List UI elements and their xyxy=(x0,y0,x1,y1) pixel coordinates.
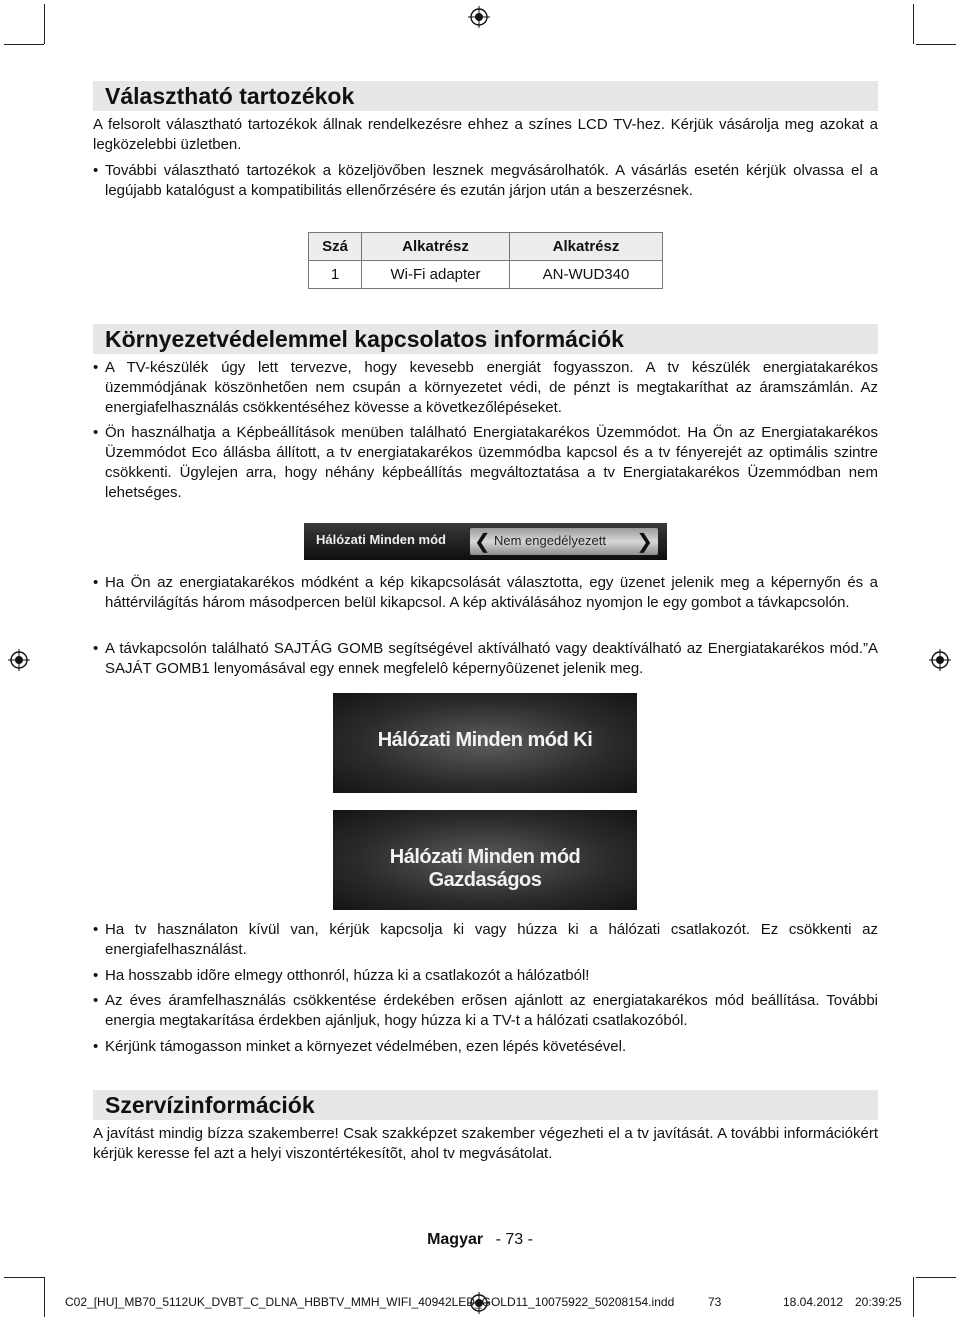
list-item-text: Kérjünk támogasson minket a környezet védelmében, ezen lépés követésével. xyxy=(105,1038,627,1055)
list-item-text: Az éves áramfelhasználás csökkentése érdekében erõsen ajánlott az energiatakarékos mód beállítása. További energia megtakarítása érdekben ajánljuk, hogy húzza ki a TV-t a hálózati csatlakozóból. xyxy=(105,992,878,1029)
section-heading-accessories xyxy=(93,81,878,111)
registration-mark-icon xyxy=(929,649,951,671)
list-item-text: A távkapcsolón található SAJTÁG GOMB segítségével aktíválható vagy deaktíválható az Energiatakarékos mód.”A SAJÁT GOMB1 lenyomásával egy ennek megfelelô képernyôüzenet jelenik meg. xyxy=(105,640,878,677)
osd-message-text: Hálózati Minden mód Gazdaságos xyxy=(389,846,581,891)
list-item-text: További választható tartozékok a közeljövőben lesznek megvásárolhatók. A vásárlás esetén kérjük olvassa el a legújabb katalógust a kompatibilitás ellenőrzésére és ezután járjon után a beszerzésnek. xyxy=(105,162,878,199)
list-item xyxy=(93,161,878,201)
table-header: Szá xyxy=(309,233,362,261)
table-cell: 1 xyxy=(309,261,362,289)
list-item xyxy=(93,423,878,503)
print-slug-date: 18.04.2012 xyxy=(783,1295,844,1309)
print-slug-time: 20:39:25 xyxy=(855,1295,902,1309)
bullet-icon: • xyxy=(93,424,99,441)
crop-mark xyxy=(44,4,45,44)
osd-menu-selector xyxy=(470,528,658,555)
list-item-text: Ön használhatja a Képbeállítások menüben található Energiatakarékos Üzemmódot. Ha Ön az Energiatakarékos Üzemmódot Eco állásba állított, a tv energiatakarékos üzemmódba kapcsol és a tv fényerejét az optimális szintre csökkenti. Ügylejen arra, hogy néhány képbeállítás megváltoztatása a tv Energiatakarékos Üzemmódban nem lehetséges. xyxy=(105,424,878,501)
accessories-table xyxy=(308,232,663,289)
chevron-left-icon: ❮ xyxy=(474,531,491,553)
list-item xyxy=(93,991,878,1031)
osd-menu-screenshot xyxy=(304,523,667,560)
osd-menu-label: Hálózati Minden mód xyxy=(316,532,446,547)
registration-mark-icon xyxy=(8,649,30,671)
osd-message-screenshot xyxy=(333,693,637,793)
bullet-icon: • xyxy=(93,162,99,179)
crop-mark xyxy=(4,1277,44,1278)
bullet-icon: • xyxy=(93,921,99,938)
section-title: Környezetvédelemmel kapcsolatos információk xyxy=(105,326,624,352)
list-item xyxy=(93,639,878,679)
list-item-text: Ha tv használaton kívül van, kérjük kapcsolja ki vagy húzza ki a hálózati csatlakozót. Ez csökkenti az energiafelhasználást. xyxy=(105,921,878,958)
crop-mark xyxy=(916,44,956,45)
service-text: A javítást mindig bízza szakemberre! Csak szakképzet szakember végezheti el a tv javítását. A további információkért kérjük keresse fel azt a helyi viszontértékesítõt, ahol tv megvásátolat. xyxy=(93,1125,878,1162)
crop-mark xyxy=(913,4,914,44)
page-number-footer xyxy=(0,1231,960,1249)
footer-page-number: - 73 - xyxy=(495,1231,533,1248)
list-item xyxy=(93,966,878,986)
section-heading-environment xyxy=(93,324,878,354)
bullet-icon: • xyxy=(93,1038,99,1055)
osd-message-text: Hálózati Minden mód Ki xyxy=(377,729,593,751)
bullet-icon: • xyxy=(93,992,99,1009)
section-heading-service xyxy=(93,1090,878,1120)
accessories-intro: A felsorolt választható tartozékok állnak rendelkezésre ehhez a színes LCD TV-hez. Kérjük vásárolja meg azokat a legközelebbi üzletben. xyxy=(93,116,878,153)
registration-mark-icon xyxy=(468,6,490,28)
table-cell: AN-WUD340 xyxy=(510,261,663,289)
print-slug-file: C02_[HU]_MB70_5112UK_DVBT_C_DLNA_HBBTV_MMH_WIFI_40942LED_GOLD11_10075922_50208154.indd xyxy=(65,1295,675,1309)
list-item-text: A TV-készülék úgy lett tervezve, hogy kevesebb energiát fogyasszon. A tv készülék energiatakarékos üzemmódjának köszönhetően nem csupán a környezetet védi, de pénzt is megtakaríthat az áramszámlán. Az energiafelhasználás csökkentéséhez kövesse a következőlépéseket. xyxy=(105,359,878,416)
bullet-icon: • xyxy=(93,359,99,376)
list-item xyxy=(93,358,878,418)
crop-mark xyxy=(916,1277,956,1278)
table-header-row xyxy=(309,233,663,261)
print-slug-page: 73 xyxy=(708,1295,722,1309)
chevron-right-icon: ❯ xyxy=(636,531,653,553)
osd-menu-value: Nem engedélyezett xyxy=(494,533,607,548)
crop-mark xyxy=(4,44,44,45)
section-title: Választható tartozékok xyxy=(105,83,355,109)
list-item xyxy=(93,573,878,613)
footer-language: Magyar xyxy=(427,1231,484,1248)
crop-mark xyxy=(913,1277,914,1317)
bullet-icon: • xyxy=(93,574,99,591)
osd-message-screenshot xyxy=(333,810,637,910)
table-cell: Wi-Fi adapter xyxy=(362,261,510,289)
list-item-text: Ha hosszabb idõre elmegy otthonról, húzza ki a csatlakozót a hálózatból! xyxy=(105,967,590,984)
list-item-text: Ha Ön az energiatakarékos módként a kép kikapcsolását választotta, egy üzenet jelenik meg a képernyőn és a háttérvilágítás három másodpercen belül kikapcsol. A kép aktiválásához nyomjon le egy gombot a távkapcsolón. xyxy=(105,574,878,611)
bullet-icon: • xyxy=(93,640,99,657)
section-title: Szervízinformációk xyxy=(105,1092,315,1118)
list-item xyxy=(93,920,878,960)
table-row xyxy=(309,261,663,289)
list-item xyxy=(93,1037,878,1057)
table-header: Alkatrész xyxy=(362,233,510,261)
crop-mark xyxy=(44,1277,45,1317)
bullet-icon: • xyxy=(93,967,99,984)
table-header: Alkatrész xyxy=(510,233,663,261)
